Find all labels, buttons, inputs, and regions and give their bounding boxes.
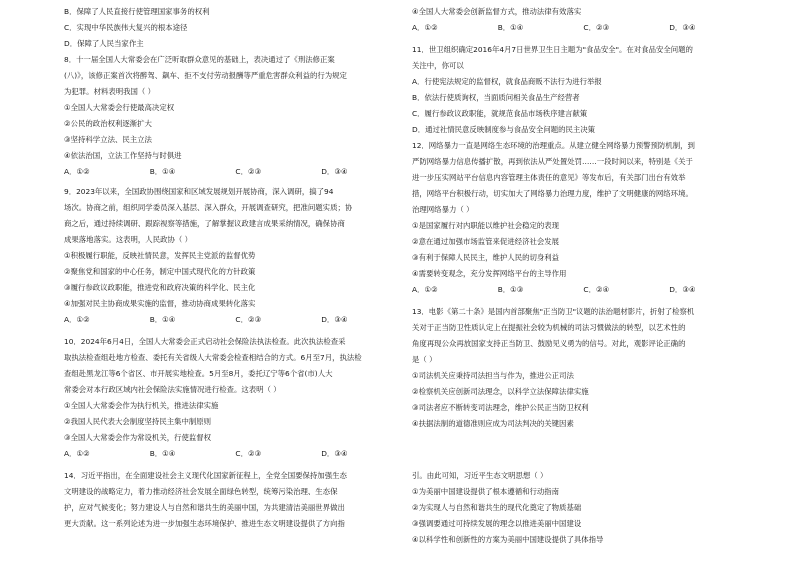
text-line: B．保障了人民直接行使管理国家事务的权利 [64,7,210,16]
statement-item: ④扶据法制的道德准则应成为司法判决的关键因素 [412,419,574,428]
answer-options-q12 [412,284,696,296]
answer-options-q10-cont [412,22,696,34]
question-11-stem: 11．世卫组织确定2016年4月7日世界卫生日主题为"食品安全"。在对食品安全问题的 [412,45,693,54]
text-line: 场次。协商之前，组织同学委员深入基层、深入群众，开展调查研究，把准问题实质；协 [64,203,353,212]
statement-item: ③坚持科学立法、民主立法 [64,135,152,144]
answer-options-q10 [64,448,348,460]
option-d: D．③④ [321,449,348,458]
statement-item: ①积极履行职能，反映社情民意，发挥民主党派的监督优势 [64,251,256,260]
text-line: 查组赴黑龙江等6个省区、市开展实地检查。5月至8月，委托辽宁等6个省(市)人大 [64,369,333,378]
statement-item: ②为实现人与自然和谐共生的现代化奠定了物质基础 [412,503,582,512]
text-line: 关注中，你可以 [412,61,464,70]
statement-item: ②我国人民代表大会制度坚持民主集中制原则 [64,417,212,426]
option-d: D．③④ [321,167,348,176]
statement-item: ④全国人大常委会创新监督方式，推动法律有效落实 [412,7,582,16]
option-c: C．②③ [235,449,262,458]
answer-options-q8 [64,166,348,178]
statement-item: ③司法者应不断转变司法理念，维护公民正当防卫权利 [412,403,589,412]
option-b: B．①④ [149,167,176,176]
question-14-continuation: 引。由此可知，习近平生态文明思想（ ） [412,471,548,480]
choice-item: A．行使宪法规定的监督权，就食品商贩不法行为进行举报 [412,77,602,86]
question-10-stem: 10．2024年6月4日，全国人大常委会正式启动社会保险法执法检查。此次执法检查采 [64,337,346,346]
option-c: C．②④ [583,285,610,294]
statement-item: ③强调要通过可持续发展的理念以推进美丽中国建设 [412,519,582,528]
option-a: A．①② [64,167,90,176]
choice-item: D．通过社情民意反映制度参与食品安全问题的民主决策 [412,125,596,134]
statement-item: ④加强对民主协商成果实施的监督，推动协商成果转化落实 [64,299,256,308]
option-a: A．①② [64,315,90,324]
text-line: 为犯罪。材料表明我国（ ） [64,87,156,96]
statement-item: ④以科学性和创新性的方案为美丽中国建设提供了具体指导 [412,535,604,544]
statement-item: ②检察机关应创新司法理念，以科学立法保障法律实施 [412,387,589,396]
text-line: 严防网络暴力信息传播扩散，再到依法从严处置处罚……一段时间以来，特别是《关于 [412,157,693,166]
question-12-stem: 12．网络暴力一直是网络生态环境的治理重点。从建立健全网络暴力预警预防机制，到 [412,141,695,150]
option-c: C．②③ [583,23,610,32]
text-line: (八)》，该修正案首次将醉驾、飙车、拒不支付劳动报酬等严重危害群众利益的行为规定 [64,71,347,80]
text-line: 角度再现公众再放国家支持正当防卫、鼓励见义勇为的信号。对此，观影评论正确的 [412,339,686,348]
option-b: B．①④ [497,23,524,32]
text-line: 商之后，通过持续调研、跟踪视察等措施，了解掌握议政建言成果采纳情况，确保协商 [64,219,345,228]
choice-item: C．履行参政议政职能，就规范食品市场秩序建言献策 [412,109,588,118]
statement-item: ③履行参政议政职能，推进党和政府决策的科学化、民主化 [64,283,256,292]
text-line: 成果落地落实。这表明，人民政协（ ） [64,235,192,244]
statement-item: ②聚焦党和国家的中心任务，制定中国式现代化的方针政策 [64,267,256,276]
text-line: 护，应对气候变化；努力建设人与自然和谐共生的美丽中国，为共建清洁美丽世界做出 [64,503,345,512]
question-9-stem: 9．2023年以来，全国政协围绕国家和区域发展规划开展协商，深入调研，搞了94 [64,187,334,196]
statement-item: ③有利于保障人民民主，维护人民的切身利益 [412,253,560,262]
text-line: 常委会对本行政区域内社会保险法实施情况进行检查。这表明（ ） [64,385,281,394]
option-c: C．②③ [235,315,262,324]
text-line: D．保障了人民当家作主 [64,39,144,48]
question-8-stem: 8．十一届全国人大常委会在广泛听取群众意见的基础上，表决通过了《刑法修正案 [64,55,335,64]
text-line: 更大贡献。这一系列论述为进一步加强生态环境保护、推进生态文明建设提供了方向指 [64,519,345,528]
question-13-stem: 13．电影《第二十条》是国内首部聚焦"正当防卫"议题的法治题材影片，折射了检察机 [412,307,695,316]
text-line: 文明建设的战略定力，着力推动经济社会发展全面绿色转型，统筹污染治理、生态保 [64,487,338,496]
text-line: 措，网络平台积极行动，切实加大了网络暴力治理力度，维护了文明健康的网络环境。 [412,189,693,198]
statement-item: ①为美丽中国建设提供了根本遵循和行动指南 [412,487,560,496]
statement-item: ②意在通过加强市场监管来促进经济社会发展 [412,237,560,246]
statement-item: ①是国家履行对内职能以维护社会稳定的表现 [412,221,560,230]
option-d: D．③④ [669,23,696,32]
text-line: C．实现中华民族伟大复兴的根本途径 [64,23,188,32]
text-line: 是（ ） [412,355,437,364]
text-line: 治理网络暴力（ ） [412,205,474,214]
statement-item: ④需要转变观念，充分发挥网络平台的主导作用 [412,269,567,278]
question-14-stem: 14．习近平指出，在全面建设社会主义现代化国家新征程上，全党全国要保持加强生态 [64,471,347,480]
option-a: A．①② [412,285,438,294]
answer-options-q9 [64,314,348,326]
text-line: 进一步压实网站平台信息内容管理主体责任的意见》等发布后，有关部门出台有效举 [412,173,686,182]
option-a: A．①② [412,23,438,32]
statement-item: ②公民的政治权利逐渐扩大 [64,119,152,128]
text-line: 关对于正当防卫性质认定上在提振社会较为机械的司法习惯做法的转型，以艺术性的 [412,323,686,332]
text-line: 取执法检查组赴地方检查、委托有关省级人大常委会检查相结合的方式。6月至7月，执法检 [64,353,362,362]
statement-item: ④依法治国，立法工作坚持与时俱进 [64,151,182,160]
option-c: C．②③ [235,167,262,176]
option-b: B．①④ [149,315,176,324]
option-d: D．③④ [321,315,348,324]
statement-item: ①司法机关应秉持司法担当与作为，推进公正司法 [412,371,574,380]
choice-item: B．依法行使质询权，当面质问相关食品生产经营者 [412,93,580,102]
option-a: A．①② [64,449,90,458]
option-d: D．③④ [669,285,696,294]
statement-item: ①全国人大常委会行使最高决定权 [64,103,175,112]
statement-item: ①全国人大常委会作为执行机关，推进法律实施 [64,401,219,410]
option-b: B．①④ [149,449,176,458]
option-b: B．①③ [497,285,524,294]
statement-item: ③全国人大常委会作为常设机关，行使监督权 [64,433,212,442]
